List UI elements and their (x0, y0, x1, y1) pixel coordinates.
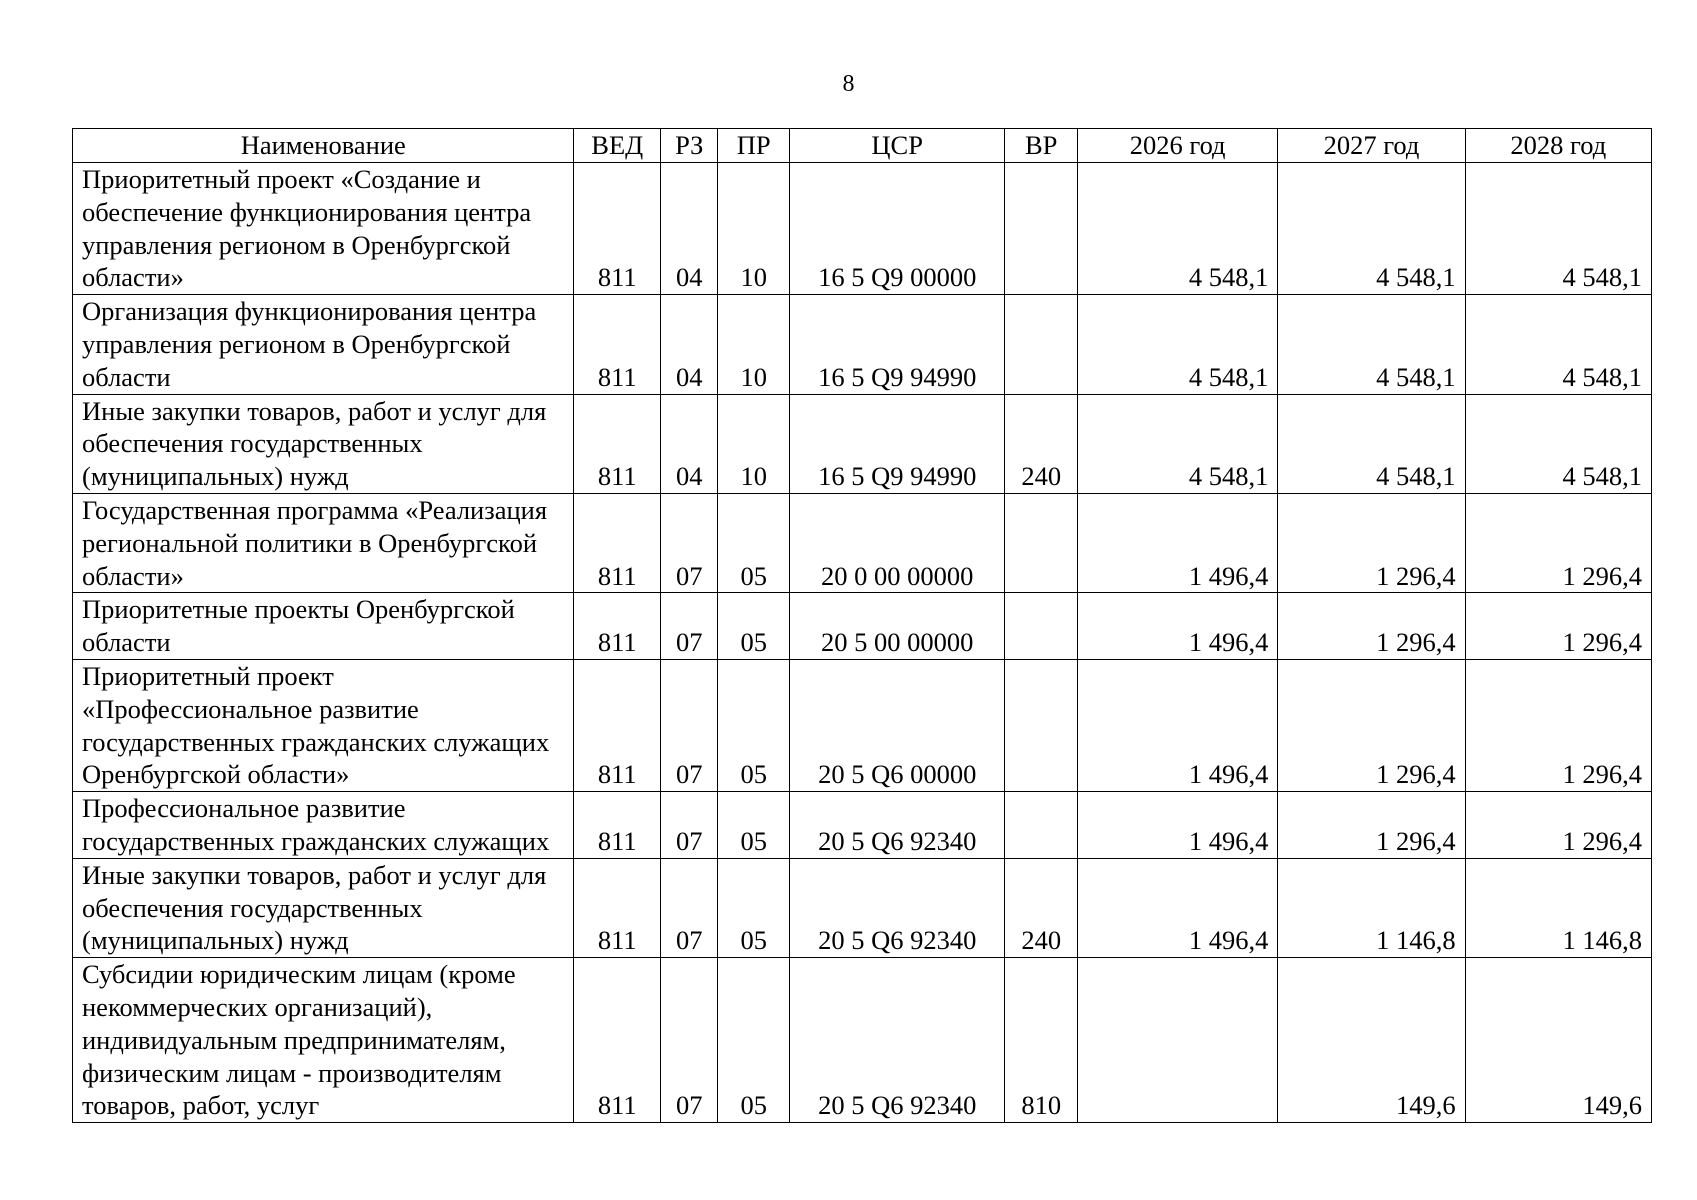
row-name-cell: Приоритетный проект «Профессиональное развитие государственных гражданских служащих Оренбургской области» (73, 659, 574, 791)
row-2026-cell: 1 496,4 (1077, 493, 1277, 592)
row-vr-cell (1005, 659, 1078, 791)
table-row (73, 958, 1652, 1123)
row-2026-cell: 4 548,1 (1077, 394, 1277, 493)
table-row (73, 295, 1652, 394)
row-2026-cell: 1 496,4 (1077, 858, 1277, 957)
table-row (73, 163, 1652, 295)
table-row (73, 858, 1652, 957)
row-pr-cell: 05 (718, 659, 789, 791)
row-2028-cell: 1 146,8 (1465, 858, 1651, 957)
row-2028-cell: 1 296,4 (1465, 493, 1651, 592)
row-csr-cell: 16 5 Q9 94990 (789, 394, 1005, 493)
row-2026-cell: 1 496,4 (1077, 792, 1277, 859)
row-pr-cell: 10 (718, 394, 789, 493)
row-name-cell: Приоритетный проект «Создание и обеспечение функционирования центра управления регионом в Оренбургской области» (73, 163, 574, 295)
row-ved-cell: 811 (574, 295, 661, 394)
table-row (73, 593, 1652, 660)
row-2027-cell: 149,6 (1278, 958, 1465, 1123)
row-pr-cell: 05 (718, 858, 789, 957)
page-number: 8 (842, 71, 855, 97)
row-2028-cell: 149,6 (1465, 958, 1651, 1123)
row-2028-cell: 4 548,1 (1465, 394, 1651, 493)
header-2027: 2027 год (1278, 129, 1465, 163)
row-ved-cell: 811 (574, 858, 661, 957)
row-rz-cell: 04 (661, 394, 718, 493)
header-csr: ЦСР (789, 129, 1005, 163)
row-ved-cell: 811 (574, 493, 661, 592)
header-row (73, 129, 1652, 163)
row-ved-cell: 811 (574, 593, 661, 660)
row-csr-cell: 16 5 Q9 00000 (789, 163, 1005, 295)
table-row (73, 493, 1652, 592)
row-2028-cell: 1 296,4 (1465, 659, 1651, 791)
header-2028: 2028 год (1465, 129, 1651, 163)
header-ved: ВЕД (574, 129, 661, 163)
row-name-cell: Приоритетные проекты Оренбургской области (73, 593, 574, 660)
row-ved-cell: 811 (574, 958, 661, 1123)
row-2027-cell: 4 548,1 (1278, 295, 1465, 394)
table-row (73, 394, 1652, 493)
row-csr-cell: 20 5 Q6 00000 (789, 659, 1005, 791)
header-name: Наименование (73, 129, 574, 163)
row-ved-cell: 811 (574, 163, 661, 295)
budget-table (72, 128, 1652, 1123)
row-csr-cell: 20 0 00 00000 (789, 493, 1005, 592)
row-vr-cell (1005, 295, 1078, 394)
row-2028-cell: 4 548,1 (1465, 295, 1651, 394)
table-row (73, 792, 1652, 859)
header-pr: ПР (718, 129, 789, 163)
row-rz-cell: 07 (661, 493, 718, 592)
row-2028-cell: 1 296,4 (1465, 792, 1651, 859)
row-csr-cell: 20 5 Q6 92340 (789, 858, 1005, 957)
row-2027-cell: 1 296,4 (1278, 493, 1465, 592)
row-2026-cell (1077, 958, 1277, 1123)
header-rz: РЗ (661, 129, 718, 163)
row-pr-cell: 05 (718, 493, 789, 592)
row-vr-cell (1005, 163, 1078, 295)
row-rz-cell: 07 (661, 792, 718, 859)
row-2027-cell: 4 548,1 (1278, 163, 1465, 295)
row-pr-cell: 10 (718, 163, 789, 295)
row-vr-cell: 240 (1005, 858, 1078, 957)
row-csr-cell: 16 5 Q9 94990 (789, 295, 1005, 394)
row-vr-cell: 810 (1005, 958, 1078, 1123)
row-2026-cell: 1 496,4 (1077, 593, 1277, 660)
row-2027-cell: 1 296,4 (1278, 659, 1465, 791)
row-csr-cell: 20 5 Q6 92340 (789, 958, 1005, 1123)
row-rz-cell: 04 (661, 163, 718, 295)
row-csr-cell: 20 5 00 00000 (789, 593, 1005, 660)
table-body (73, 163, 1652, 1123)
header-vr: ВР (1005, 129, 1078, 163)
row-name-cell: Иные закупки товаров, работ и услуг для обеспечения государственных (муниципальных) нужд (73, 858, 574, 957)
row-ved-cell: 811 (574, 659, 661, 791)
header-2026: 2026 год (1077, 129, 1277, 163)
row-2026-cell: 4 548,1 (1077, 163, 1277, 295)
row-rz-cell: 07 (661, 659, 718, 791)
row-rz-cell: 04 (661, 295, 718, 394)
row-pr-cell: 05 (718, 593, 789, 660)
row-2028-cell: 4 548,1 (1465, 163, 1651, 295)
row-csr-cell: 20 5 Q6 92340 (789, 792, 1005, 859)
row-ved-cell: 811 (574, 394, 661, 493)
row-rz-cell: 07 (661, 958, 718, 1123)
row-name-cell: Субсидии юридическим лицам (кроме некоммерческих организаций), индивидуальным предпринимателям, физическим лицам - производителям товаров, работ, услуг (73, 958, 574, 1123)
row-rz-cell: 07 (661, 593, 718, 660)
row-2026-cell: 1 496,4 (1077, 659, 1277, 791)
row-2026-cell: 4 548,1 (1077, 295, 1277, 394)
row-2027-cell: 4 548,1 (1278, 394, 1465, 493)
row-ved-cell: 811 (574, 792, 661, 859)
table-row (73, 659, 1652, 791)
row-vr-cell (1005, 593, 1078, 660)
row-vr-cell: 240 (1005, 394, 1078, 493)
row-name-cell: Государственная программа «Реализация региональной политики в Оренбургской области» (73, 493, 574, 592)
row-name-cell: Организация функционирования центра управления регионом в Оренбургской области (73, 295, 574, 394)
row-2027-cell: 1 296,4 (1278, 792, 1465, 859)
row-name-cell: Профессиональное развитие государственных гражданских служащих (73, 792, 574, 859)
row-vr-cell (1005, 792, 1078, 859)
row-pr-cell: 05 (718, 958, 789, 1123)
row-pr-cell: 05 (718, 792, 789, 859)
row-rz-cell: 07 (661, 858, 718, 957)
row-name-cell: Иные закупки товаров, работ и услуг для обеспечения государственных (муниципальных) нужд (73, 394, 574, 493)
row-2028-cell: 1 296,4 (1465, 593, 1651, 660)
row-2027-cell: 1 146,8 (1278, 858, 1465, 957)
row-vr-cell (1005, 493, 1078, 592)
row-2027-cell: 1 296,4 (1278, 593, 1465, 660)
row-pr-cell: 10 (718, 295, 789, 394)
